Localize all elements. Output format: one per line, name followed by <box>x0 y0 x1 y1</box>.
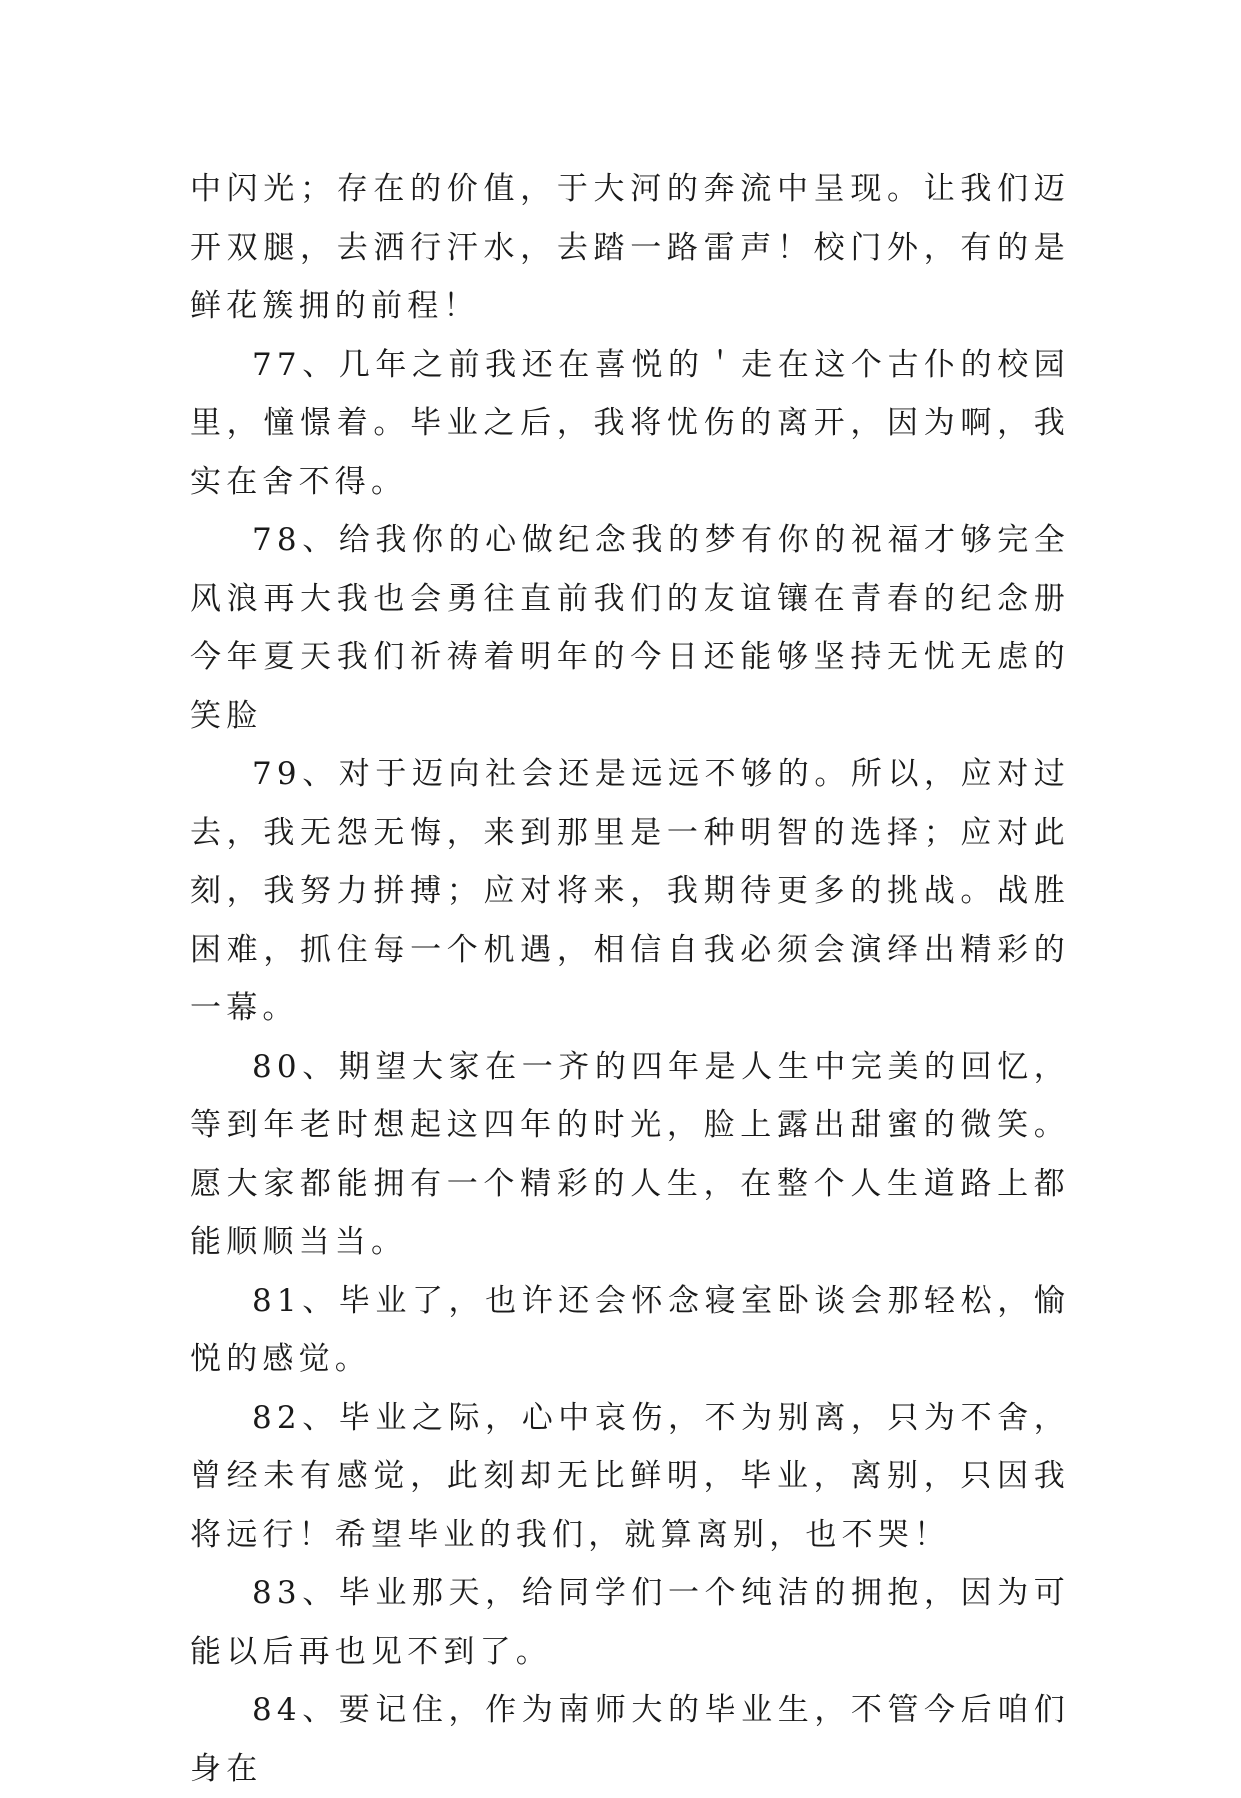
paragraph-77: 77、几年之前我还在喜悦的＇走在这个古仆的校园里，憧憬着。毕业之后，我将忧伤的离开，因为啊，我实在舍不得。 <box>190 346 1070 500</box>
paragraph-82: 82、毕业之际，心中哀伤，不为别离，只为不舍，曾经未有感觉，此刻却无比鲜明，毕业，离别，只因我将远行！希望毕业的我们，就算离别，也不哭！ <box>190 1399 1070 1553</box>
paragraph-79: 79、对于迈向社会还是远远不够的。所以，应对过去，我无怨无悔，来到那里是一种明智的选择；应对此刻，我努力拼搏；应对将来，我期待更多的挑战。战胜困难，抓住每一个机遇，相信自我必须会演绎出精彩的一幕。 <box>190 756 1070 1026</box>
paragraph-84: 84、要记住，作为南师大的毕业生，不管今后咱们身在 <box>190 1692 1070 1787</box>
paragraph-78: 78、给我你的心做纪念我的梦有你的祝福才够完全风浪再大我也会勇往直前我们的友谊镶在青春的纪念册今年夏天我们祈祷着明年的今日还能够坚持无忧无虑的笑脸 <box>190 522 1070 734</box>
paragraph-80: 80、期望大家在一齐的四年是人生中完美的回忆，等到年老时想起这四年的时光，脸上露出甜蜜的微笑。愿大家都能拥有一个精彩的人生，在整个人生道路上都能顺顺当当。 <box>190 1048 1070 1260</box>
paragraph-continuation: 中闪光；存在的价值，于大河的奔流中呈现。让我们迈开双腿，去洒行汗水，去踏一路雷声！校门外，有的是鲜花簇拥的前程！ <box>190 171 1070 324</box>
document-body <box>190 160 1070 1798</box>
paragraph-81: 81、毕业了，也许还会怀念寝室卧谈会那轻松，愉悦的感觉。 <box>190 1282 1070 1377</box>
paragraph-83: 83、毕业那天，给同学们一个纯洁的拥抱，因为可能以后再也见不到了。 <box>190 1575 1070 1670</box>
